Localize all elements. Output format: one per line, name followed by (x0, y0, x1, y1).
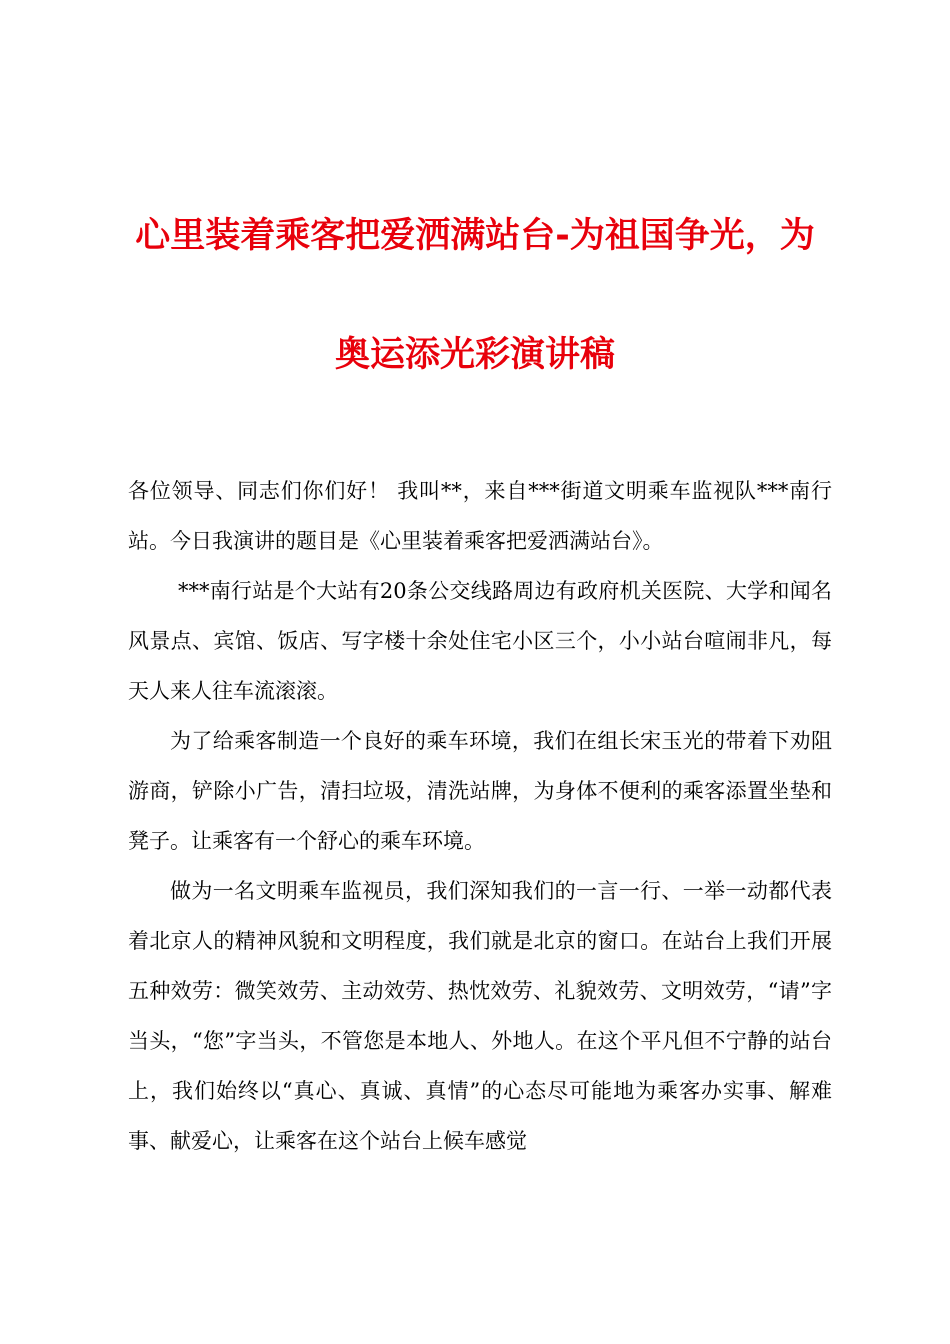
document-title-line-1: 心里装着乘客把爱洒满站台-为祖国争光，为 (135, 216, 815, 256)
document-title-line-2: 奥运添光彩演讲稿 (334, 335, 615, 375)
paragraph-environment: 为了给乘客制造一个良好的乘车环境，我们在组长宋玉光的带着下劝阻游商，铲除小广告，清扫垃圾，清洗站牌，为身体不便利的乘客添置坐垫和凳子。让乘客有一个舒心的乘车环境。 (128, 729, 832, 853)
paragraph-service: 做为一名文明乘车监视员，我们深知我们的一言一行、一举一动都代表着北京人的精神风貌和文明程度，我们就是北京的窗口。在站台上我们开展五种效劳：微笑效劳、主动效劳、热忱效劳、礼貌效劳、文明效劳，“请”字当头，“您”字当头，不管您是本地人、外地人。在这个平凡但不宁静的站台上，我们始终以“真心、真诚、真情”的心态尽可能地为乘客办实事、解难事、献爱心，让乘客在这个站台上候车感觉 (128, 879, 832, 1153)
document-body (128, 466, 832, 1166)
paragraph-station-intro: ***南行站是个大站有20条公交线路周边有政府机关医院、大学和闻名风景点、宾馆、饭店、写字楼十余处住宅小区三个，小小站台喧闹非凡，每天人来人往车流滚滚。 (128, 579, 832, 703)
paragraph-greeting: 各位领导、同志们你们好！ 我叫**，来自***街道文明乘车监视队***南行站。今日我演讲的题目是《心里装着乘客把爱洒满站台》。 (128, 479, 832, 553)
